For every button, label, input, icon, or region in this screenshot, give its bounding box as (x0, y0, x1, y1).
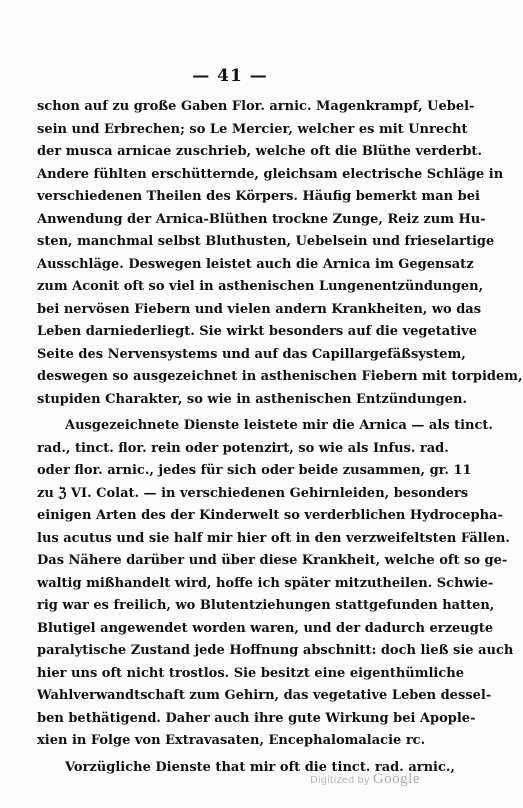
text-line: deswegen so ausgezeichnet in asthenischen Fiebern mit torpidem, (37, 369, 523, 384)
text-line: lus acutus und sie half mir hier oft in den verzweifeltsten Fällen. (37, 530, 510, 546)
text-line: zu ℨ VI. Colat. — in verschiedenen Gehirnleiden, besonders (37, 485, 469, 501)
text-line: Vorzügliche Dienste that mir oft die tinct. rad. arnic., (65, 759, 455, 775)
text-line: paralytische Zustand jede Hoffnung abschnitt: doch ließ sie auch (37, 643, 514, 658)
text-line: Das Nähere darüber und über diese Krankheit, welche oft so ge- (37, 553, 508, 568)
watermark-prefix: Digitized by (310, 775, 370, 786)
paragraph (37, 415, 514, 753)
text-line: Andere fühlten erschütternde, gleichsam electrische Schläge in (37, 166, 504, 182)
text-line: sein und Erbrechen; so Le Mercier, welcher es mit Unrecht (37, 121, 468, 137)
text-line: Anwendung der Arnica-Blüthen trockne Zunge, Reiz zum Hu- (37, 211, 486, 227)
text-line: einigen Arten des der Kinderwelt so verderblichen Hydrocepha- (37, 508, 503, 523)
text-line: verschiedenen Theilen des Körpers. Häufig bemerkt man bei (37, 189, 480, 204)
text-line: ben bethätigend. Daher auch ihre gute Wirkung bei Apople- (37, 710, 476, 726)
text-line: hier uns oft nicht trostlos. Sie besitzt eine eigenthümliche (37, 665, 465, 681)
text-line: xien in Folge von Extravasaten, Encephalomalacie rc. (37, 733, 426, 748)
text-line: oder flor. arnic., jedes für sich oder beide zusammen, gr. 11 (37, 463, 472, 478)
watermark-brand: Google (372, 771, 420, 787)
text-line: Ausgezeichnete Dienste leistete mir die Arnica — als tinct. (65, 418, 493, 433)
text-line: Blutigel angewendet worden waren, und der dadurch erzeugte (37, 620, 494, 636)
page-number: — 41 — (192, 66, 268, 86)
text-line: waltig mißhandelt wird, hoffe ich später mitzutheilen. Schwie- (37, 575, 494, 591)
text-line: Seite des Nervensystems und auf das Capillargefäßsystem, (37, 346, 466, 362)
text-line: stupiden Charakter, so wie in asthenischen Entzündungen. (37, 391, 468, 407)
text-line: zum Aconit oft so viel in asthenischen Lungenentzündungen, (37, 279, 484, 294)
text-line: Ausschläge. Deswegen leistet auch die Arnica im Gegensatz (37, 256, 474, 272)
text-line: Leben darniederliegt. Sie wirkt besonders auf die vegetative (37, 324, 477, 339)
body-text (37, 96, 523, 779)
text-line: sten, manchmal selbst Bluthusten, Uebelsein und frieselartige (37, 234, 495, 249)
text-line: bei nervösen Fiebern und vielen andern Krankheiten, wo das (37, 301, 482, 317)
text-line: rad., tinct. flor. rein oder potenzirt, so wie als Infus. rad. (37, 440, 449, 456)
text-line: schon auf zu große Gaben Flor. arnic. Magenkrampf, Uebel- (37, 99, 475, 114)
digitization-watermark (310, 771, 420, 788)
text-line: der musca arnicae zuschrieb, welche oft die Blüthe verderbt. (37, 144, 482, 159)
paragraph (37, 96, 523, 411)
text-line: rig war es freilich, wo Blutentziehungen stattgefunden hatten, (37, 598, 495, 613)
text-line: Wahlverwandtschaft zum Gehirn, das vegetative Leben dessel- (37, 688, 492, 703)
